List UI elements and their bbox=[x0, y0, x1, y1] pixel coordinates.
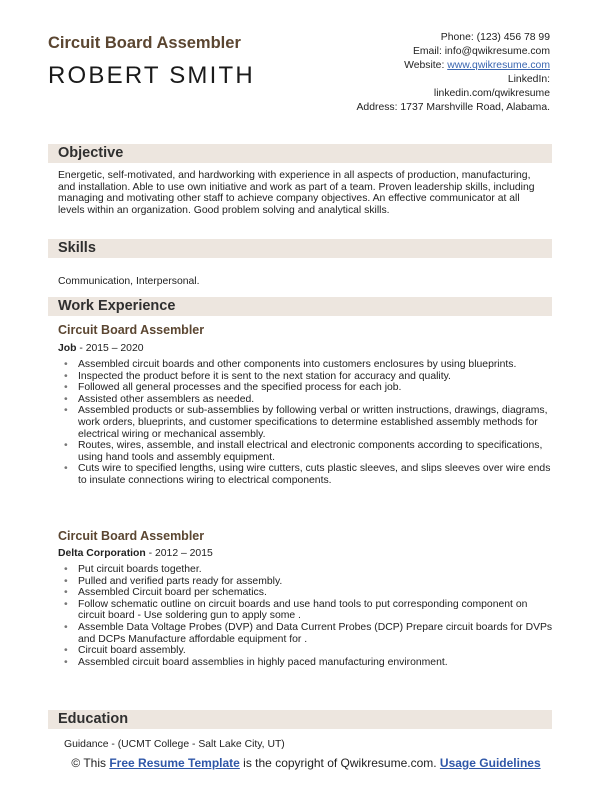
email-label: Email: bbox=[412, 46, 442, 58]
list-item: • Put circuit boards together. bbox=[62, 564, 556, 576]
footer-middle: is the copyright of Qwikresume.com. bbox=[239, 756, 440, 770]
candidate-name: ROBERT SMITH bbox=[48, 62, 255, 89]
website-link[interactable]: www.qwikresume.com bbox=[447, 60, 550, 72]
objective-text: Energetic, self-motivated, and hardworking with experience in all aspects of production, manufacturing, and installation. Able to use own initiative and work as part of a team. Proven leadership skills, including managing and motivating other staff to achieve company objectives. An effective communicator at all levels within an organization. Good problem solving and analytical skills. bbox=[58, 170, 535, 216]
list-item: • Assembled circuit board assemblies in highly paced manufacturing environment. bbox=[62, 657, 556, 669]
skills-text: Communication, Interpersonal. bbox=[58, 276, 200, 287]
contact-email bbox=[290, 45, 550, 59]
phone-label: Phone: bbox=[440, 32, 474, 43]
email-value: info@qwikresume.com bbox=[444, 46, 550, 58]
job-2-company: Delta Corporation bbox=[58, 548, 146, 559]
contact-phone bbox=[290, 31, 550, 45]
contact-website bbox=[290, 59, 550, 73]
job-1-title: Circuit Board Assembler bbox=[58, 323, 205, 337]
address-value: 1737 Marshville Road, Alabama. bbox=[400, 102, 550, 114]
job-1-bullets bbox=[62, 359, 556, 487]
contact-linkedin: linkedin.com/qwikresume bbox=[433, 88, 550, 100]
resume-job-title: Circuit Board Assembler bbox=[48, 34, 241, 52]
list-item: • Assisted other assemblers as needed. bbox=[62, 394, 556, 406]
footer-prefix: © This bbox=[71, 756, 110, 770]
education-title: Education bbox=[58, 711, 129, 727]
education-section-header bbox=[48, 710, 552, 729]
list-item: • Assembled products or sub-assemblies by following verbal or written instructions, drawings, diagrams, work orders, blueprints, and customer specifications to determine established assembly methods for electrical wiring or mechanical assembly. bbox=[62, 405, 556, 440]
contact-linkedin-label: LinkedIn: bbox=[507, 74, 550, 86]
list-item: • Pulled and verified parts ready for assembly. bbox=[62, 576, 556, 588]
job-2-bullets bbox=[62, 564, 556, 668]
free-resume-template-link[interactable]: Free Resume Template bbox=[109, 756, 240, 770]
list-item: • Follow schematic outline on circuit boards and use hand tools to put corresponding component on circuit board - Use soldering gun to apply some . bbox=[62, 599, 556, 622]
job-1-company: Job bbox=[58, 343, 77, 354]
list-item: • Circuit board assembly. bbox=[62, 645, 556, 657]
job-2-meta bbox=[58, 548, 213, 559]
usage-guidelines-link[interactable]: Usage Guidelines bbox=[439, 756, 541, 770]
list-item: • Assemble Data Voltage Probes (DVP) and Data Current Probes (DCP) Prepare circuit boards for DVPs and DCPs Manufacture affordable equipment for . bbox=[62, 622, 556, 645]
contact-block bbox=[290, 31, 550, 116]
address-label: Address: bbox=[356, 102, 398, 114]
skills-title: Skills bbox=[58, 240, 96, 256]
objective-section-header bbox=[48, 144, 552, 163]
phone-value: (123) 456 78 99 bbox=[476, 32, 550, 43]
experience-section-header bbox=[48, 297, 552, 316]
list-item: • Inspected the product before it is sent to the next station for accuracy and quality. bbox=[62, 371, 556, 383]
education-entry: Guidance - (UCMT College - Salt Lake City, UT) bbox=[64, 739, 285, 750]
list-item: • Assembled circuit boards and other components into customers enclosures by using blueprints. bbox=[62, 359, 556, 371]
job-1-meta bbox=[58, 343, 144, 354]
list-item: • Followed all general processes and the specified process for each job. bbox=[62, 382, 556, 394]
contact-address bbox=[290, 101, 550, 115]
experience-title: Work Experience bbox=[58, 298, 176, 314]
job-1-dates: - 2015 – 2020 bbox=[76, 343, 144, 354]
list-item: • Routes, wires, assemble, and install electrical and electronic components according to specifications, using hand tools and assembly equipment. bbox=[62, 440, 556, 463]
job-2-title: Circuit Board Assembler bbox=[58, 529, 205, 543]
objective-title: Objective bbox=[58, 145, 124, 161]
website-label: Website: bbox=[404, 60, 445, 72]
job-2-dates: - 2012 – 2015 bbox=[145, 548, 213, 559]
list-item: • Cuts wire to specified lengths, using wire cutters, cuts plastic sleeves, and slips sleeves over wire ends to insulate connections wiring to electrical components. bbox=[62, 463, 556, 486]
list-item: • Assembled Circuit board per schematics. bbox=[62, 587, 556, 599]
copyright-footer bbox=[60, 757, 552, 770]
resume-header bbox=[0, 0, 612, 140]
skills-section-header bbox=[48, 239, 552, 258]
